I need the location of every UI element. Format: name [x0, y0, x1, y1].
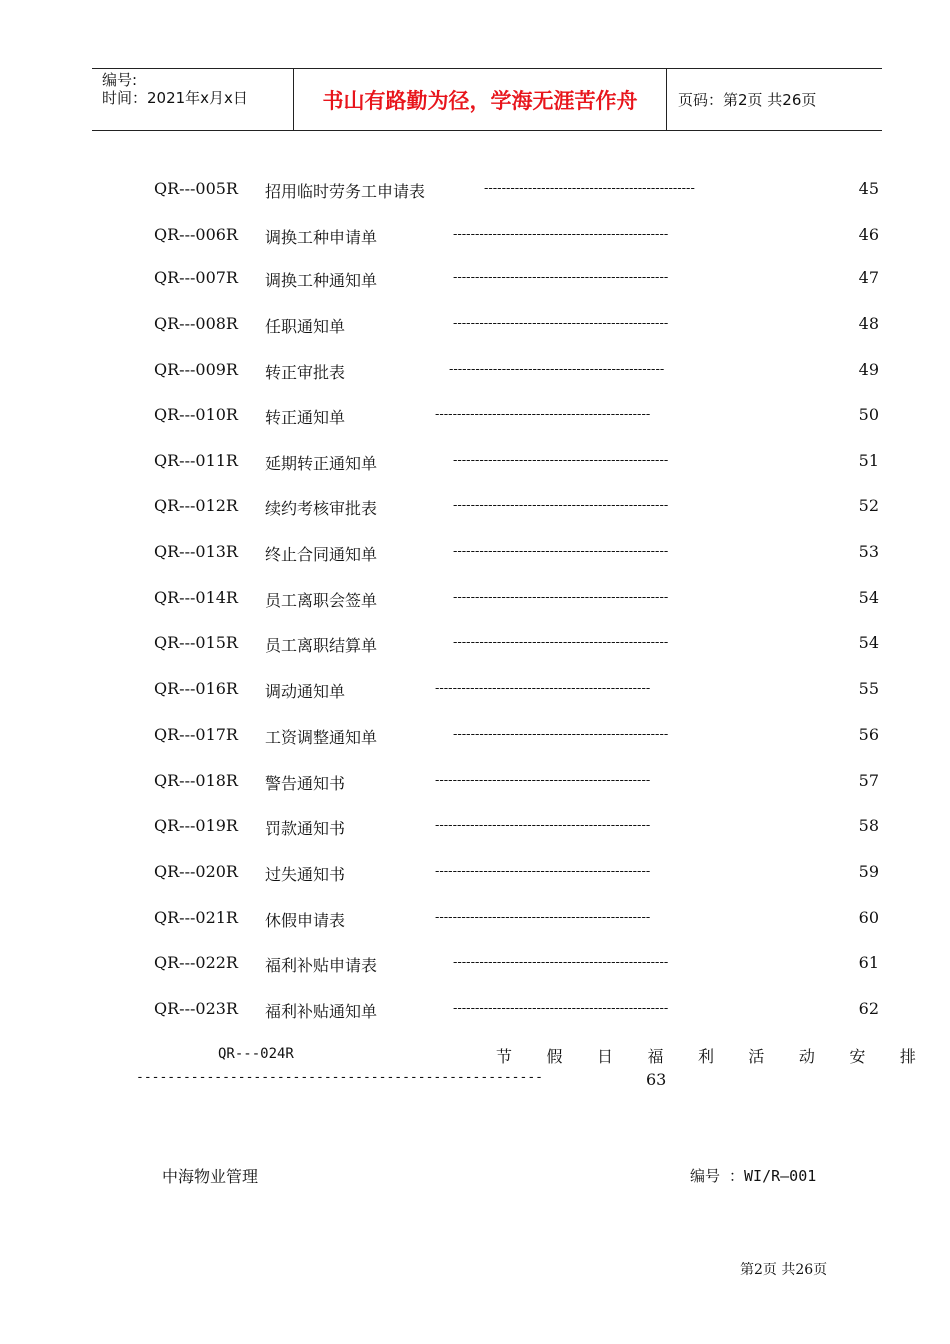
toc-entry-code: QR---021R — [154, 908, 238, 927]
toc-entry-title: 福利补贴申请表 — [265, 956, 378, 975]
toc-entry — [0, 405, 950, 429]
toc-entry — [0, 908, 950, 932]
toc-entry — [0, 496, 950, 520]
toc-entry-title-char: 假 — [546, 1047, 563, 1066]
toc-entry-code: QR---014R — [154, 588, 238, 607]
toc-entry-code: QR---011R — [154, 451, 238, 470]
toc-entry-page: 45 — [858, 179, 879, 198]
toc-entry-page: 49 — [858, 360, 879, 379]
toc-entry-code: QR---022R — [154, 953, 238, 972]
toc-entry-title-char: 安 — [849, 1047, 866, 1066]
toc-entry-code: QR---015R — [154, 633, 238, 652]
toc-entry-page: 51 — [858, 451, 879, 470]
toc-entry — [0, 999, 950, 1023]
toc-entry — [0, 588, 950, 612]
toc-entry-code: QR---005R — [154, 179, 238, 198]
toc-entry-page: 55 — [858, 679, 879, 698]
toc-entry — [0, 633, 950, 657]
toc-entry-leader: ------------------------------------------------- — [435, 681, 651, 696]
toc-entry-title: 福利补贴通知单 — [265, 1002, 378, 1021]
toc-entry-leader: ------------------------------------------------- — [435, 864, 651, 879]
toc-entry-title: 招用临时劳务工申请表 — [265, 182, 426, 201]
toc-entry-title: 警告通知书 — [265, 774, 346, 793]
toc-entry-title: 过失通知书 — [265, 865, 346, 884]
toc-entry-leader: ------------------------------------------------- — [435, 910, 651, 925]
toc-entry-leader: ------------------------------------------------- — [449, 362, 665, 377]
toc-entry-page: 48 — [858, 314, 879, 333]
toc-entry-leader: ------------------------------------------------- — [453, 635, 669, 650]
toc-entry — [0, 816, 950, 840]
toc-entry-leader: ------------------------------------------------- — [453, 1001, 669, 1016]
toc-entry-leader: ------------------------------------------------- — [435, 407, 651, 422]
header-meta-cell — [92, 69, 294, 130]
toc-entry-title-char: 节 — [496, 1047, 513, 1066]
toc-entry-page: 63 — [646, 1070, 667, 1089]
toc-entry — [0, 179, 950, 203]
toc-entry — [0, 771, 950, 795]
toc-entry-code: QR---017R — [154, 725, 238, 744]
toc-entry-leader: ------------------------------------------------- — [453, 498, 669, 513]
header-motto: 书山有路勤为径，学海无涯苦作舟 — [294, 69, 667, 130]
toc-entry-title-char: 利 — [697, 1047, 714, 1066]
toc-entry-title: 调动通知单 — [265, 682, 346, 701]
toc-entry-leader: ------------------------------------------------- — [435, 818, 651, 833]
footer-company: 中海物业管理 — [162, 1167, 259, 1186]
toc-entry — [0, 225, 950, 249]
toc-entry-code: QR---006R — [154, 225, 238, 244]
toc-entry-page: 52 — [858, 496, 879, 515]
toc-entry — [0, 451, 950, 475]
toc-entry-title: 员工离职结算单 — [265, 636, 378, 655]
toc-entry-code: QR---009R — [154, 360, 238, 379]
header-page-label: 页码：第2页 共26页 — [678, 91, 817, 109]
toc-entry — [0, 679, 950, 703]
toc-entry-title-char: 活 — [748, 1047, 765, 1066]
toc-entry-title: 调换工种申请单 — [265, 228, 378, 247]
toc-entry-leader: ------------------------------------------------- — [453, 270, 669, 285]
toc-entry-leader: ------------------------------------------------- — [453, 955, 669, 970]
toc-entry-page: 47 — [858, 268, 879, 287]
toc-entry-title-char: 日 — [596, 1047, 613, 1066]
toc-entry-title-char: 动 — [798, 1047, 815, 1066]
footer-page-number: 第2页 共26页 — [740, 1262, 828, 1278]
toc-entry-title: 转正通知单 — [265, 408, 346, 427]
toc-entry-leader: ------------------------------------------------- — [453, 453, 669, 468]
toc-entry — [0, 953, 950, 977]
toc-entry-code: QR---023R — [154, 999, 238, 1018]
toc-entry-title-char: 福 — [647, 1047, 664, 1066]
toc-entry-leader: ------------------------------------------------- — [453, 727, 669, 742]
toc-entry-title: 调换工种通知单 — [265, 271, 378, 290]
toc-entry-title: 罚款通知书 — [265, 819, 346, 838]
toc-entry-title: 工资调整通知单 — [265, 728, 378, 747]
toc-entry-page: 60 — [858, 908, 879, 927]
toc-entry-leader: ------------------------------------------------ — [484, 181, 695, 196]
toc-entry-title: 转正审批表 — [265, 363, 346, 382]
toc-entry-code: QR---013R — [154, 542, 238, 561]
toc-entry-code: QR---024R — [218, 1046, 294, 1062]
toc-entry-code: QR---019R — [154, 816, 238, 835]
toc-entry-leader: ------------------------------------------------- — [435, 773, 651, 788]
toc-entry-page: 58 — [858, 816, 879, 835]
toc-entry-title: 任职通知单 — [265, 317, 346, 336]
toc-entry — [0, 314, 950, 338]
header-time-label: 时间：2021年x月x日 — [102, 89, 248, 107]
toc-entry-page: 54 — [858, 633, 879, 652]
toc-entry-code: QR---016R — [154, 679, 238, 698]
toc-entry-page: 46 — [858, 225, 879, 244]
toc-entry-title: 续约考核审批表 — [265, 499, 378, 518]
toc-entry-title: 终止合同通知单 — [265, 545, 378, 564]
header-code-label: 编号: — [102, 71, 138, 89]
footer-doc-number: 编号 ：WI/R—001 — [690, 1167, 817, 1185]
toc-entry-page: 50 — [858, 405, 879, 424]
toc-entry — [0, 862, 950, 886]
toc-entry-code: QR---007R — [154, 268, 238, 287]
toc-entry — [0, 725, 950, 749]
toc-entry-title-char: 排 — [899, 1047, 916, 1066]
toc-entry-spaced-title — [496, 1044, 916, 1067]
toc-entry-title: 员工离职会签单 — [265, 591, 378, 610]
toc-entry-code: QR---010R — [154, 405, 238, 424]
toc-entry-title: 延期转正通知单 — [265, 454, 378, 473]
toc-entry-special — [0, 1042, 950, 1092]
toc-entry-code: QR---012R — [154, 496, 238, 515]
toc-entry-code: QR---020R — [154, 862, 238, 881]
toc-entry-page: 57 — [858, 771, 879, 790]
toc-entry-code: QR---008R — [154, 314, 238, 333]
toc-entry-leader: ------------------------------------------------- — [453, 544, 669, 559]
toc-entry-leader: ---------------------------------------------------- — [136, 1070, 543, 1085]
toc-entry-title: 休假申请表 — [265, 911, 346, 930]
toc-entry-page: 54 — [858, 588, 879, 607]
toc-entry-page: 56 — [858, 725, 879, 744]
toc-entry-code: QR---018R — [154, 771, 238, 790]
toc-entry-page: 53 — [858, 542, 879, 561]
toc-entry-page: 59 — [858, 862, 879, 881]
toc-entry — [0, 360, 950, 384]
page-header — [92, 68, 882, 131]
toc-entry-page: 62 — [858, 999, 879, 1018]
toc-entry-leader: ------------------------------------------------- — [453, 316, 669, 331]
toc-entry — [0, 542, 950, 566]
toc-entry-leader: ------------------------------------------------- — [453, 227, 669, 242]
toc-entry — [0, 268, 950, 292]
toc-entry-leader: ------------------------------------------------- — [453, 590, 669, 605]
toc-entry-page: 61 — [858, 953, 879, 972]
